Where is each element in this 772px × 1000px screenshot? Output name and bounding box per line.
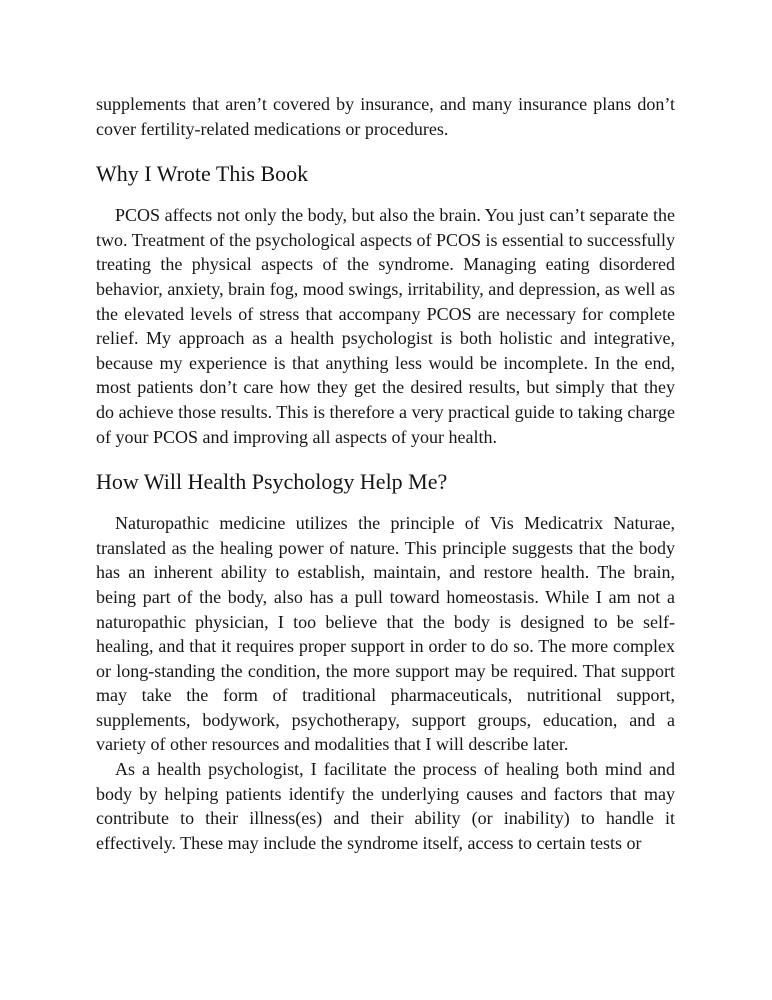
body-paragraph: As a health psychologist, I facilitate the process of healing both mind and body by helping patients identify the underlying causes and factors that may contribute to their illness(es) and their ability (or inability) to handle it effectively. These may include the syndrome itself, access to certain tests or [96, 759, 675, 853]
body-paragraph: Naturopathic medicine utilizes the principle of Vis Medicatrix Naturae, translated as the healing power of nature. This principle suggests that the body has an inherent ability to establish, maintain, and restore health. The brain, being part of the body, also has a pull toward homeostasis. While I am not a naturopathic physician, I too believe that the body is designed to be self-healing, and that it requires proper support in order to do so. The more complex or long-standing the condition, the more support may be required. That support may take the form of traditional pharmaceuticals, nutritional support, supplements, bodywork, psychotherapy, support groups, education, and a variety of other resources and modalities that I will describe later. [96, 513, 675, 755]
section-heading-how-will-health-psychology-help-me: How Will Health Psychology Help Me? [96, 469, 448, 495]
book-page [96, 92, 675, 855]
intro-paragraph: supplements that aren’t covered by insurance, and many insurance plans don’t cover fertility-related medications or procedures. [96, 94, 675, 139]
body-paragraph: PCOS affects not only the body, but also the brain. You just can’t separate the two. Treatment of the psychological aspects of PCOS is essential to successfully treating the physical aspects of the syndrome. Managing eating disordered behavior, anxiety, brain fog, mood swings, irritability, and depression, as well as the elevated levels of stress that accompany PCOS are necessary for complete relief. My approach as a health psychologist is both holistic and integrative, because my experience is that anything less would be incomplete. In the end, most patients don’t care how they get the desired results, but simply that they do achieve those results. This is therefore a very practical guide to taking charge of your PCOS and improving all aspects of your health. [96, 205, 675, 447]
section-heading-why-i-wrote-this-book: Why I Wrote This Book [96, 161, 309, 187]
